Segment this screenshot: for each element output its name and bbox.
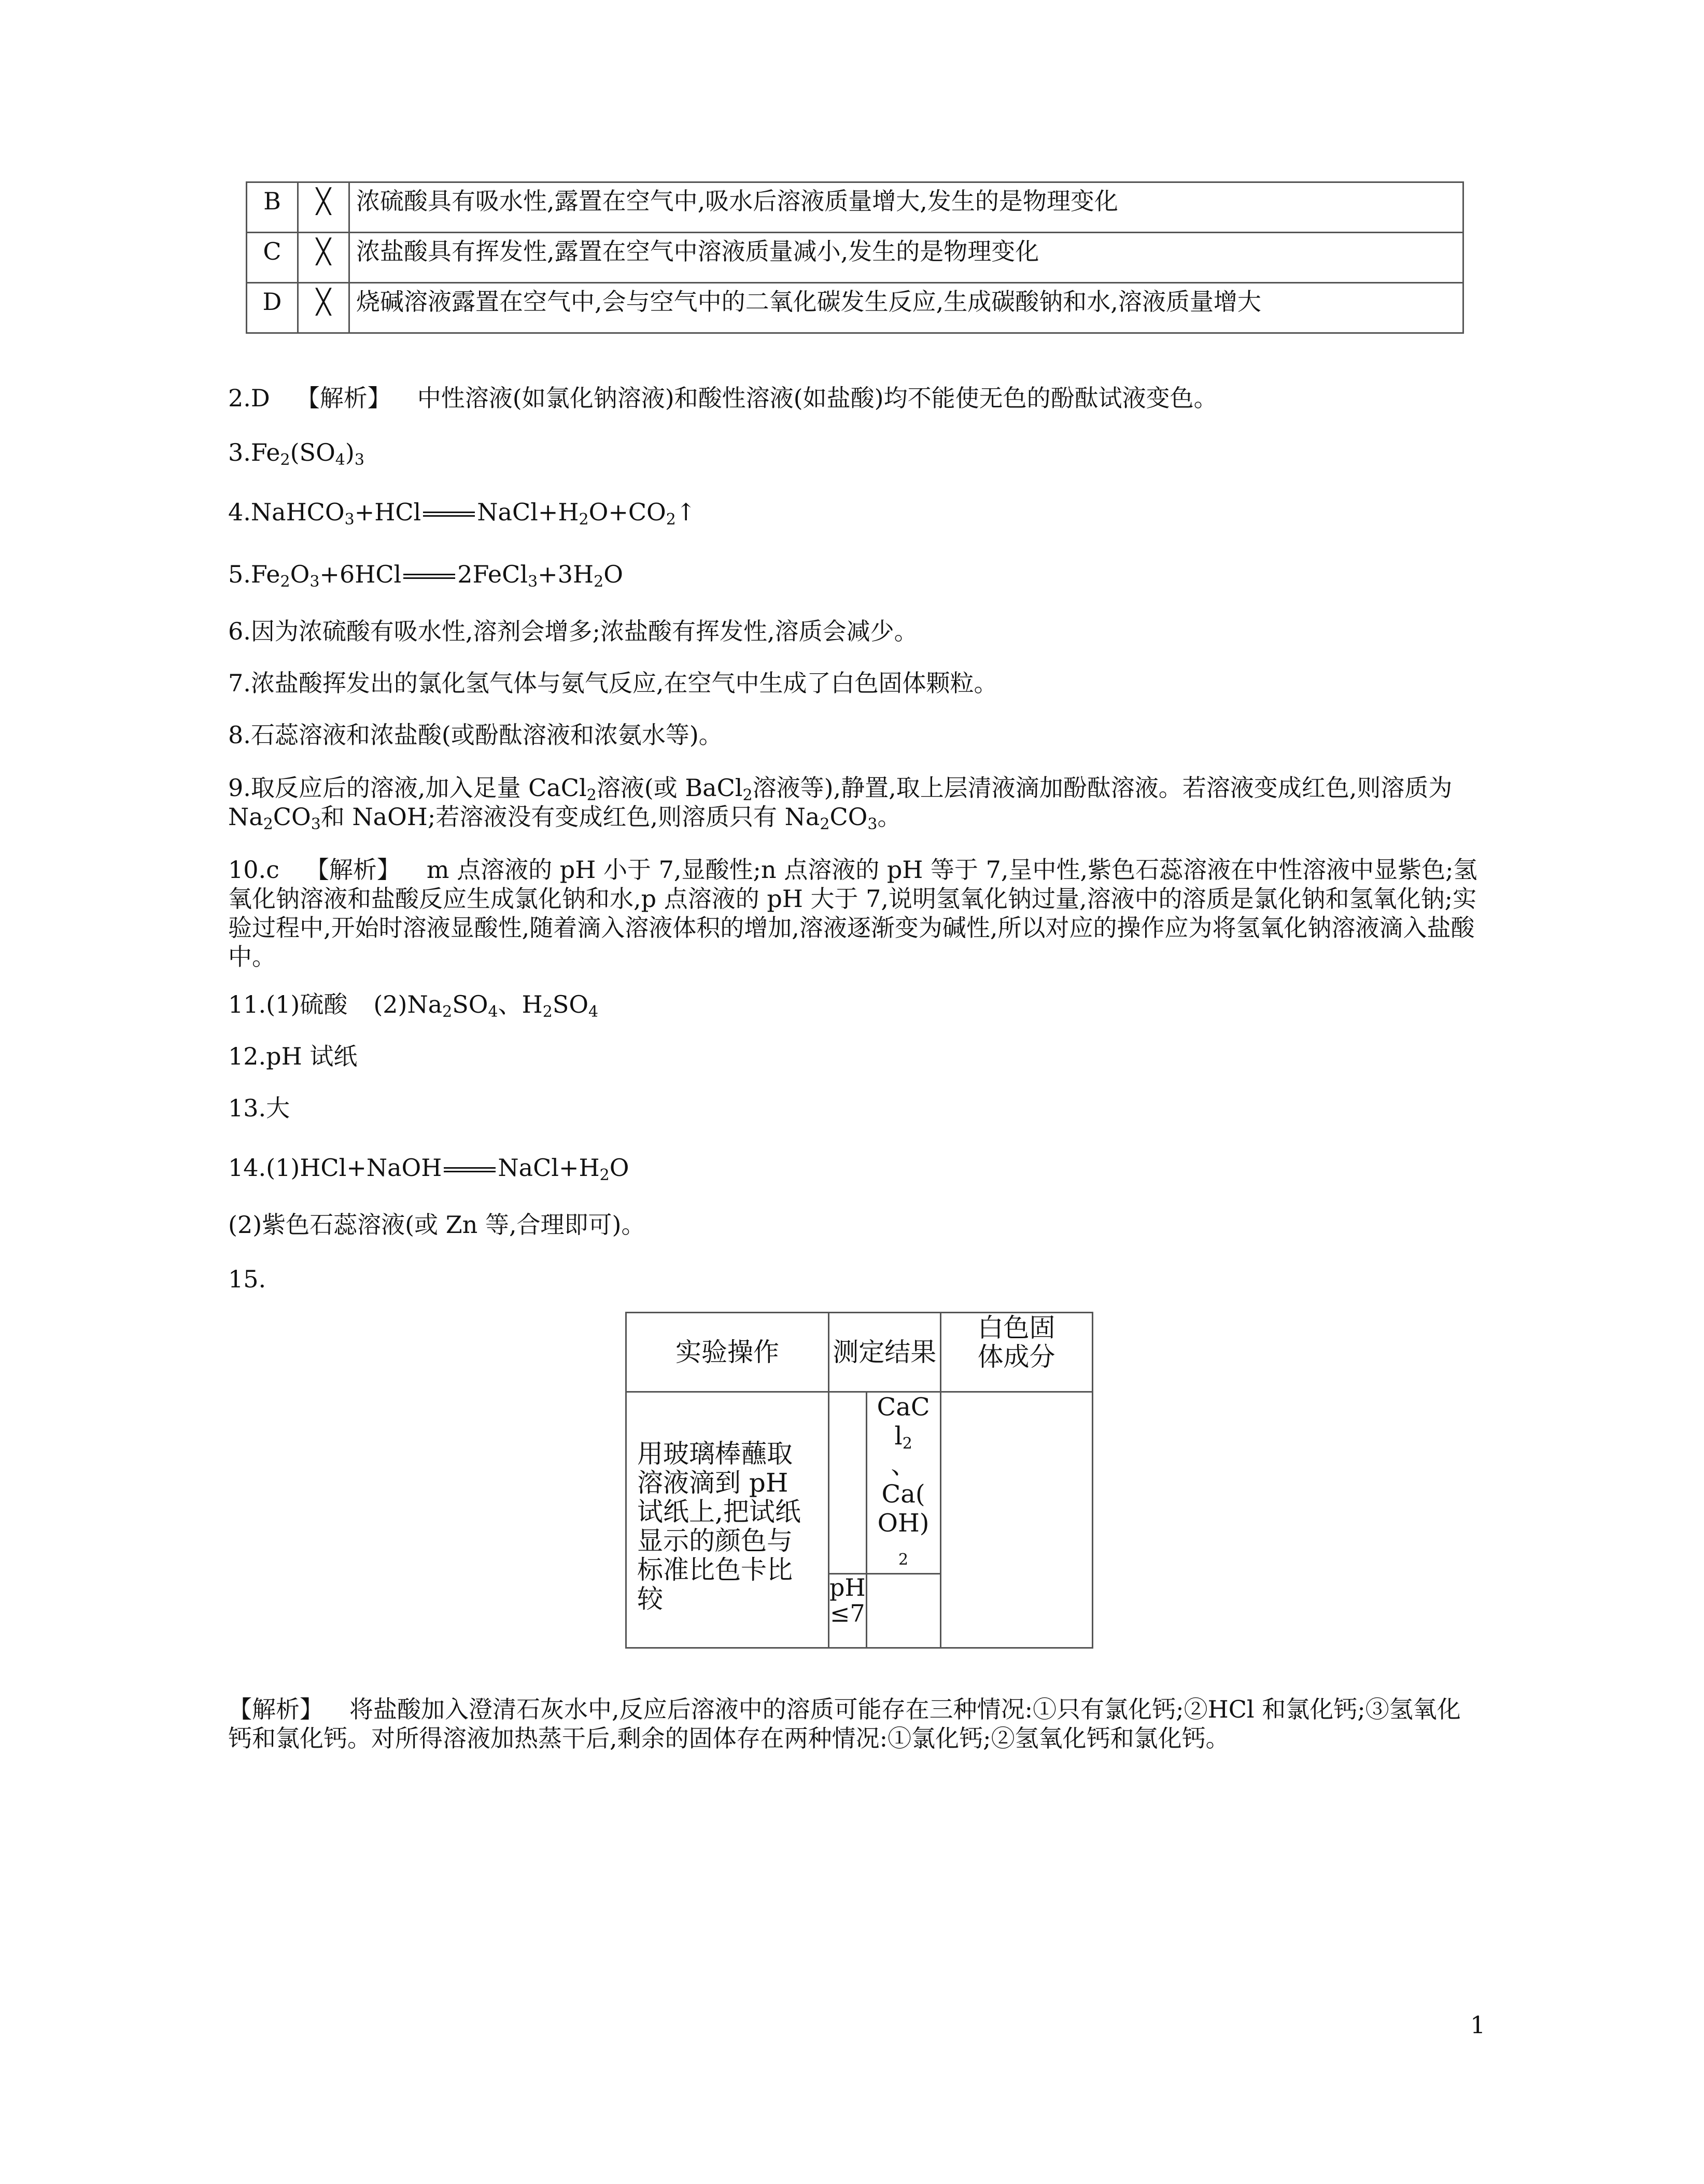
result-ph-cell: pH ≤7 — [829, 1574, 867, 1648]
answer-5-equation: $5.Fe_2O_3+6HCl$ $2FeCl_3+3H_2O$ — [228, 560, 623, 591]
equals-sign — [444, 1167, 496, 1172]
option-cell: D — [247, 283, 298, 333]
page-number: 1 — [1470, 2011, 1486, 2039]
table-row — [626, 1392, 1093, 1574]
option-cell: C — [247, 233, 298, 283]
explanation-cell: 浓硫酸具有吸水性,露置在空气中,吸水后溶液质量增大,发生的是物理变化 — [349, 182, 1463, 233]
answer-3: $3.Fe_2(SO_4)_3$ — [228, 438, 364, 469]
header-operation: 实验操作 — [626, 1313, 829, 1392]
answer-12: 12.pH 试纸 — [228, 1042, 358, 1070]
answer-11: 11.(1)硫酸 $(2)Na_2SO_4$、$H_2SO_4$ — [228, 990, 599, 1021]
analysis-15: 【解析】 将盐酸加入澄清石灰水中,反应后溶液中的溶质可能存在三种情况:①只有氯化钙;②HCl 和氯化钙;③氢氧化钙和氯化钙。对所得溶液加热蒸干后,剩余的固体存在两种情况:①氯化钙;②氢氧化钙和氯化钙。 — [228, 1695, 1461, 1752]
answer-8: 8.石蕊溶液和浓盐酸(或酚酞溶液和浓氨水等)。 — [228, 721, 723, 749]
result-solid-1: CaC $l_2$ 、 Ca( OH) $_2$ — [866, 1392, 940, 1574]
wrong-mark: ╳ — [298, 233, 349, 283]
explanation-cell: 烧碱溶液露置在空气中,会与空气中的二氧化碳发生反应,生成碳酸钠和水,溶液质量增大 — [349, 283, 1463, 333]
answer-10: 10.c 【解析】 m 点溶液的 pH 小于 7,显酸性;n 点溶液的 pH 等于 7,呈中性,紫色石蕊溶液在中性溶液中显紫色;氢氧化钠溶液和盐酸反应生成氯化钠和水,p 点溶液的 pH 大于 7,说明氢氧化钠过量,溶液中的溶质是氯化钠和氢氧化钠;实验过程中,开始时溶液显酸性,随着滴入溶液体积的增加,溶液逐渐变为碱性,所以对应的操作应为将氢氧化钠溶液滴入盐酸中。 — [228, 856, 1477, 971]
wrong-mark: ╳ — [298, 283, 349, 333]
explanation-cell: 浓盐酸具有挥发性,露置在空气中溶液质量减小,发生的是物理变化 — [349, 233, 1463, 283]
experiment-table — [625, 1312, 1093, 1649]
answer-13: 13.大 — [228, 1094, 290, 1122]
header-solid: 白色固体成分 — [940, 1313, 1092, 1392]
answer-14-part2: (2)紫色石蕊溶液(或 Zn 等,合理即可)。 — [228, 1211, 645, 1239]
answer-14-equation: 14.(1)HCl+NaOH $NaCl+H_2O$ — [228, 1154, 629, 1184]
equals-sign — [423, 512, 475, 517]
table-row — [247, 283, 1463, 333]
operation-cell: 用玻璃棒蘸取溶液滴到 pH 试纸上,把试纸显示的颜色与标准比色卡比较 — [626, 1392, 829, 1648]
table-row — [247, 182, 1463, 233]
equals-sign — [403, 574, 455, 579]
answer-7: 7.浓盐酸挥发出的氯化氢气体与氨气反应,在空气中生成了白色固体颗粒。 — [228, 669, 998, 697]
answer-9: 9.取反应后的溶液,加入足量 CaCl$_2$溶液(或 BaCl$_2$溶液等),静置,取上层清液滴加酚酞溶液。若溶液变成红色,则溶质为 $Na_2CO_3$和 NaOH;若溶液没有变成红色,则溶质只有 $Na_2CO_3$。 — [228, 774, 1453, 833]
table-row — [247, 233, 1463, 283]
answer-6: 6.因为浓硫酸有吸水性,溶剂会增多;浓盐酸有挥发性,溶质会减少。 — [228, 617, 918, 645]
option-cell: B — [247, 182, 298, 233]
answer-2: 2.D 【解析】 中性溶液(如氯化钠溶液)和酸性溶液(如盐酸)均不能使无色的酚酞试液变色。 — [228, 384, 1218, 412]
solid-composition-cell — [940, 1392, 1092, 1648]
answer-4-equation: 4.NaHCO$_3$+HCl $NaCl+H_2O+CO_2↑$ — [228, 498, 696, 529]
answer-table-top — [246, 181, 1464, 334]
header-result: 测定结果 — [829, 1313, 941, 1392]
wrong-mark: ╳ — [298, 182, 349, 233]
table-header-row — [626, 1313, 1093, 1392]
gas-arrow-icon: ↑ — [675, 498, 696, 526]
answer-15: 15. — [228, 1265, 266, 1293]
